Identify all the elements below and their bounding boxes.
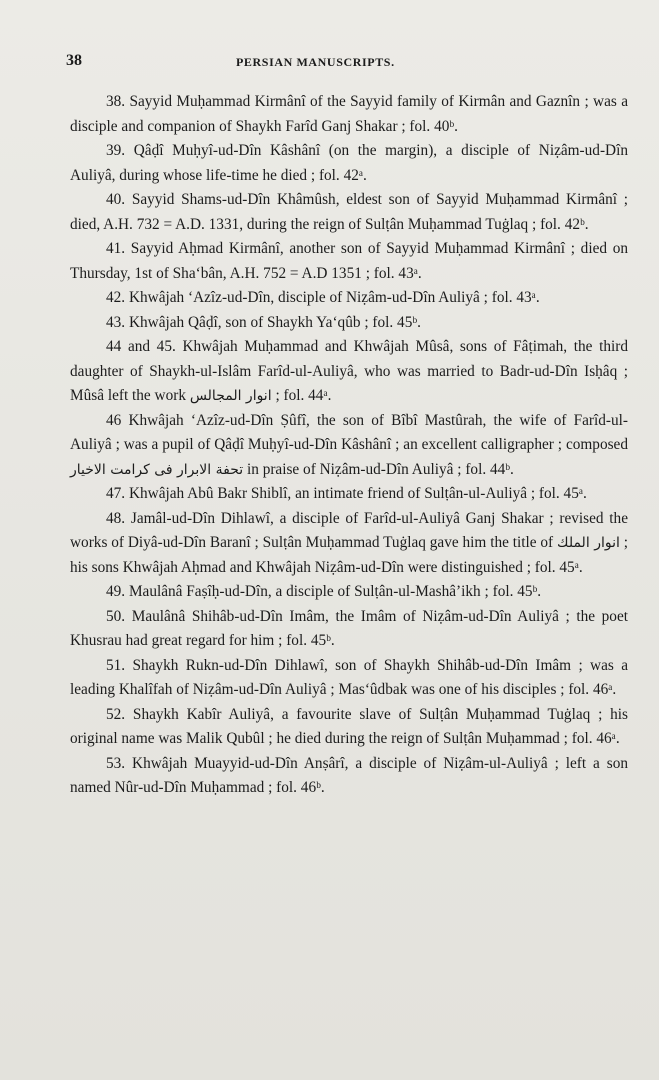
entry-47: 47. Khwâjah Abû Bakr Shiblî, an intimate friend of Sulṭân-ul-Auliyâ ; fol. 45ᵃ.	[106, 485, 587, 502]
entry-51: 51. Shaykh Rukn-ud-Dîn Dihlawî, son of Shaykh Shihâb-ud-Dîn Imâm ; was a leading Khalîfah of Niẓâm-ud-Dîn Auliyâ ; Mas‘ûdbak was one of his disciples ; fol. 46ᵃ.	[70, 656, 628, 698]
entry-43: 43. Khwâjah Qâḍî, son of Shaykh Ya‘qûb ; fol. 45ᵇ.	[106, 313, 421, 331]
entry-52: 52. Shaykh Kabîr Auliyâ, a favourite slave of Sulṭân Muḥammad Tuġlaq ; his original name was Malik Qubûl ; he died during the reign of Sulṭân Muḥammad ; fol. 46ᵃ.	[70, 705, 628, 747]
entry-48-arabic-title: انوار الملك	[557, 535, 620, 551]
entry-53: 53. Khwâjah Muayyid-ud-Dîn Anṣârî, a disciple of Niẓâm-ul-Auliyâ ; left a son named Nûr-ud-Dîn Muḥammad ; fol. 46ᵇ.	[70, 754, 628, 796]
entry-42: 42. Khwâjah ‘Azîz-ud-Dîn, disciple of Niẓâm-ud-Dîn Auliyâ ; fol. 43ᵃ.	[106, 289, 540, 306]
page-number: 38	[66, 52, 82, 69]
entry-46-arabic-title: تحفة الابرار فى كرامت الاخيار	[70, 461, 244, 478]
entry-49: 49. Maulânâ Faṣîḥ-ud-Dîn, a disciple of Sulṭân-ul-Mashâ’ikh ; fol. 45ᵇ.	[106, 583, 542, 600]
entry-40: 40. Sayyid Shams-ud-Dîn Khâmûsh, eldest son of Sayyid Muḥammad Kirmânî ; died, A.H. 732 = A.D. 1331, during the reign of Sulṭân Muḥammad Tuġlaq ; fol. 42ᵇ.	[70, 191, 628, 233]
entry-44-45-text: 44 and 45. Khwâjah Muḥammad and Khwâjah Mûsâ, sons of Fâṭimah, the third daughter of Shaykh-ul-Islâm Farîd-ul-Auliyâ, who was married to Badr-ud-Dîn Isḥâq ; Mûsâ left the work	[70, 338, 628, 404]
entry-41: 41. Sayyid Aḥmad Kirmânî, another son of Sayyid Muḥammad Kirmânî ; died on Thursday, 1st of Sha‘bân, A.H. 752 = A.D 1351 ; fol. 43ᵃ.	[70, 240, 628, 282]
running-title: PERSIAN MANUSCRIPTS.	[236, 55, 395, 69]
entry-48-text: 48. Jamâl-ud-Dîn Dihlawî, a disciple of Farîd-ul-Auliyâ Ganj Shakar ; revised the works of Diyâ-ud-Dîn Baranî ; Sulṭân Muḥammad Tuġlaq gave him the title of	[70, 509, 628, 551]
page-header	[66, 52, 631, 72]
entry-44-45	[70, 335, 628, 409]
entry-46-tail: in praise of Niẓâm-ud-Dîn Auliyâ ; fol. 44ᵇ.	[246, 460, 514, 478]
entry-46-text: 46 Khwâjah ‘Azîz-ud-Dîn Ṣûfî, the son of Bîbî Mastûrah, the wife of Farîd-ul-Auliyâ ; was a pupil of Qâḍî Muḥyî-ud-Dîn Kâshânî ; an excellent calligrapher ; composed	[70, 411, 628, 453]
entry-48-tail: ; his sons Khwâjah Aḥmad and Khwâjah Niẓâm-ud-Dîn were distinguished ; fol. 45ᵃ.	[70, 534, 629, 576]
entry-44-tail: ; fol. 44ᵃ.	[275, 387, 332, 404]
entry-44-arabic-title: انوار المجالس	[189, 388, 272, 404]
catalogue-entries	[70, 90, 628, 801]
entry-38: 38. Sayyid Muḥammad Kirmânî of the Sayyid family of Kirmân and Gaznîn ; was a disciple and companion of Shaykh Farîd Ganj Shakar ; fol. 40ᵇ.	[70, 93, 628, 135]
entry-50: 50. Maulânâ Shihâb-ud-Dîn Imâm, the Imâm of Niẓâm-ud-Dîn Auliyâ ; the poet Khusrau had great regard for him ; fol. 45ᵇ.	[70, 607, 628, 649]
entry-39: 39. Qâḍî Muḥyî-ud-Dîn Kâshânî (on the margin), a disciple of Niẓâm-ud-Dîn Auliyâ, during whose life-time he died ; fol. 42ᵃ.	[70, 142, 628, 184]
entry-48	[70, 507, 628, 581]
entry-46	[70, 409, 628, 483]
